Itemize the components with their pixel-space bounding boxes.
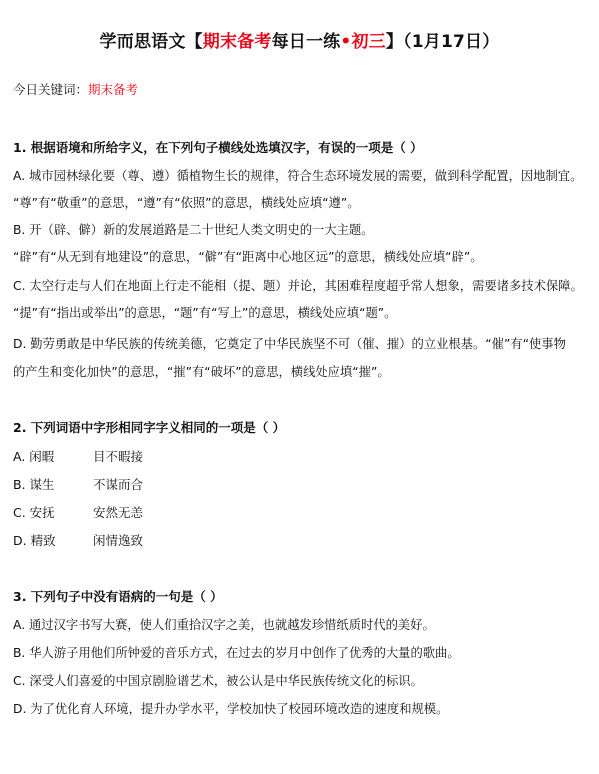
question-2-title: 2. 下列词语中字形相同字字义相同的一项是（ ） [13,420,286,435]
question-1-line: “尊”有“敬重”的意思，“遵”有“依照”的意思，横线处应填“遵”。 [13,196,360,210]
question-1-line: D. 勤劳勇敢是中华民族的传统美德，它奠定了中华民族坚不可（催、摧）的立业根基。“催”有“使事物 [13,337,566,351]
option-word: A. 闲暇 [13,449,55,464]
option-phrase: 安然无恙 [93,505,144,520]
question-2-option [13,531,143,549]
page-title [0,27,599,52]
question-1-line: B. 开（辟、僻）新的发展道路是二十世纪人类文明史的一大主题。 [13,223,374,237]
question-1-line: “辟”有“从无到有地建设”的意思，“僻”有“距离中心地区远”的意思，横线处应填“辟”。 [13,250,483,264]
question-3-option: D. 为了优化育人环境，提升办学水平，学校加快了校园环境改造的速度和规模。 [13,702,449,716]
question-2-option [13,447,143,465]
title-highlight-grade: •初三 [340,32,386,52]
question-2-option [13,475,143,493]
option-word: C. 安抚 [13,505,55,520]
title-date: 】（1月17日） [385,32,500,52]
option-phrase: 闲情逸致 [93,533,144,548]
question-3-option: B. 华人游子用他们所钟爱的音乐方式，在过去的岁月中创作了优秀的大量的歌曲。 [13,646,460,660]
title-prefix: 学而思语文【 [99,32,203,52]
option-word: D. 精致 [13,533,56,548]
question-3-option: A. 通过汉字书写大赛，使人们重拾汉字之美，也就越发珍惜纸质时代的美好。 [13,618,435,632]
option-word: B. 谋生 [13,477,55,492]
question-1-line: 的产生和变化加快”的意思，“摧”有“破坏”的意思，横线处应填“摧”。 [13,365,390,379]
keywords-value: 期末备考 [88,82,139,97]
keywords-label: 今日关键词： [13,82,89,97]
option-phrase: 不谋而合 [93,477,144,492]
keywords-line [13,80,138,98]
question-3-option: C. 深受人们喜爱的中国京剧脸谱艺术，被公认是中华民族传统文化的标识。 [13,674,423,688]
question-1-line: A. 城市园林绿化要（尊、遵）循植物生长的规律，符合生态环境发展的需要，做到科学配置，因地制宜。 [13,169,583,183]
question-1-title: 1. 根据语境和所给字义，在下列句子横线处选填汉字，有误的一项是（ ） [13,140,423,155]
question-3-title: 3. 下列句子中没有语病的一句是（ ） [13,589,223,604]
title-daily-practice: 每日一练 [271,32,341,52]
question-1-line: “提”有“指出或举出”的意思，“题”有“写上”的意思，横线处应填“题”。 [13,306,397,320]
question-2-option [13,503,143,521]
option-phrase: 目不暇接 [93,449,144,464]
question-1-line: C. 太空行走与人们在地面上行走不能相（提、题）并论，其困难程度超乎常人想象，需要诸多技术保障。 [13,279,583,293]
title-highlight-exam: 期末备考 [202,32,272,52]
